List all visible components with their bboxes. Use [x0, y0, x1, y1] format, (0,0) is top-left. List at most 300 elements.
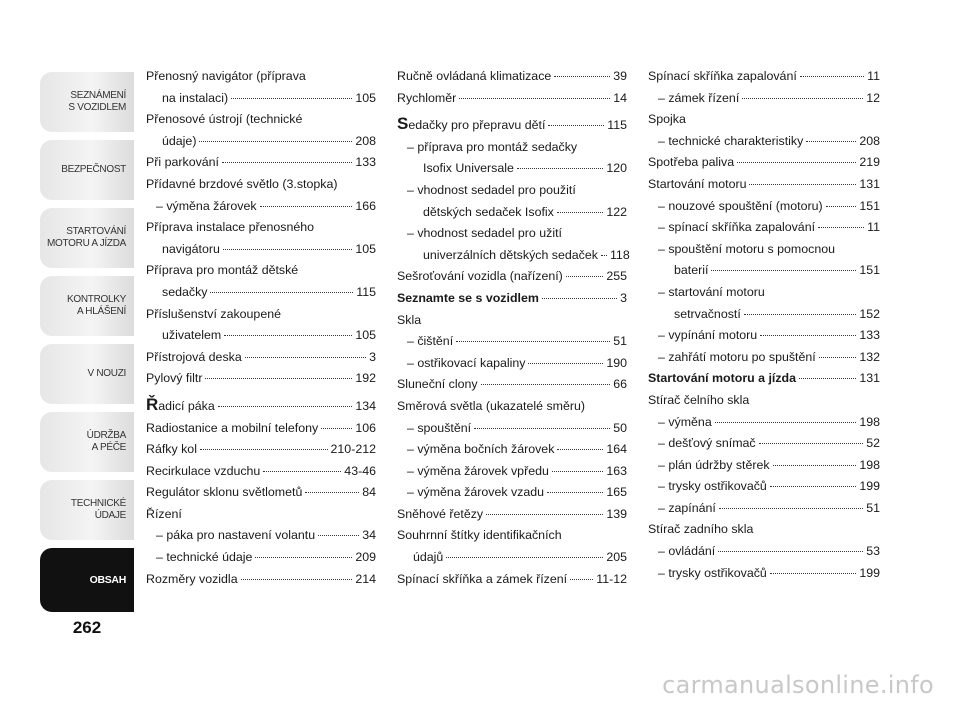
entry-page-number[interactable]: 199 [859, 565, 880, 580]
entry-text: dětských sedaček Isofix [423, 204, 554, 219]
index-entry [648, 519, 880, 541]
dot-leader [711, 270, 856, 271]
entry-label [658, 217, 815, 239]
entry-text: Stírač zadního skla [648, 522, 754, 537]
entry-label [397, 288, 539, 310]
index-entry [146, 504, 376, 526]
entry-text: Směrová světla (ukazatelé směru) [397, 398, 585, 413]
index-entry [146, 217, 376, 239]
dot-leader [718, 551, 863, 552]
entry-label [146, 177, 337, 191]
entry-page-number[interactable]: 165 [606, 485, 627, 500]
dot-leader [486, 514, 603, 515]
entry-page-number[interactable]: 11 [867, 69, 880, 83]
entry-text: univerzálních dětských sedaček [423, 247, 598, 262]
entry-page-number[interactable]: 210-212 [330, 442, 376, 457]
entry-text: Spínací skříňka zapalování [648, 69, 797, 83]
entry-text: – výměna [658, 414, 712, 429]
entry-page-number[interactable]: 151 [859, 263, 880, 278]
entry-text: Seznamte se s vozidlem [397, 290, 539, 305]
dot-leader [737, 162, 856, 163]
index-entry [397, 374, 627, 396]
entry-page-number[interactable]: 219 [859, 155, 880, 170]
entry-text: Rychloměr [397, 90, 457, 105]
entry-text: – páka pro nastavení volantu [156, 528, 316, 543]
index-entry [397, 547, 627, 569]
entry-label [146, 418, 318, 440]
dot-leader [305, 492, 359, 493]
entry-text: – startování motoru [658, 284, 765, 299]
index-entry [397, 569, 627, 591]
entry-label [407, 353, 525, 375]
index-entry [397, 331, 627, 353]
index-entry [146, 482, 376, 504]
entry-label [658, 433, 756, 455]
entry-page-number[interactable]: 205 [606, 550, 627, 565]
entry-page-number[interactable]: 166 [355, 198, 376, 213]
dot-leader [759, 443, 864, 444]
index-entry [648, 368, 880, 390]
entry-page-number[interactable]: 51 [866, 500, 880, 515]
index-entry [146, 66, 376, 88]
entry-page-number[interactable]: 115 [356, 284, 376, 299]
entry-label [407, 183, 576, 197]
entry-label [146, 307, 281, 321]
entry-page-number[interactable]: 133 [859, 328, 880, 343]
entry-page-number[interactable]: 152 [859, 306, 880, 321]
entry-label [397, 569, 567, 591]
entry-label [397, 399, 585, 413]
entry-page-number[interactable]: 12 [866, 90, 880, 105]
entry-text: Souhrnní štítky identifikačních [397, 528, 562, 543]
entry-page-number[interactable]: 198 [859, 457, 880, 472]
dot-leader [818, 227, 864, 228]
entry-label [658, 476, 767, 498]
entry-page-number[interactable]: 34 [362, 528, 376, 543]
entry-text: sedačky [162, 284, 208, 299]
page-number: 262 [72, 618, 102, 637]
dot-leader [744, 314, 857, 315]
entry-label [674, 304, 741, 326]
index-entry [397, 461, 627, 483]
dot-leader [552, 471, 603, 472]
index-entry [146, 396, 376, 418]
index-entry [648, 455, 880, 477]
dot-leader [760, 335, 856, 336]
entry-label [397, 266, 563, 288]
entry-page-number[interactable]: 163 [606, 463, 627, 478]
index-column-1 [146, 66, 376, 590]
dot-leader [557, 212, 603, 213]
entry-text: – vypínání motoru [658, 328, 758, 343]
entry-label [156, 525, 315, 547]
entry-text: – zapínání [658, 500, 716, 515]
entry-text: Příslušenství zakoupené [146, 306, 281, 321]
sidebar-tab-1[interactable]: BEZPEČNOST [40, 140, 134, 200]
entry-page-number[interactable]: 122 [606, 204, 627, 219]
entry-label [407, 331, 453, 353]
entry-text: baterií [674, 263, 709, 278]
section-initial: S [397, 114, 409, 134]
entry-text: – výměna žárovek vpředu [407, 463, 549, 478]
entry-label [648, 112, 686, 126]
entry-label [397, 528, 562, 542]
sidebar-tab-5[interactable]: ÚDRŽBA A PÉČE [40, 412, 134, 472]
entry-page-number[interactable]: 115 [607, 118, 627, 133]
dot-leader [770, 486, 857, 487]
entry-label [423, 245, 598, 267]
entry-page-number[interactable]: 139 [606, 506, 627, 521]
entry-text: Rozměry vozidla [146, 571, 238, 586]
entry-text: – trysky ostřikovačů [658, 479, 767, 494]
entry-text: – výměna bočních žárovek [407, 442, 555, 457]
dot-leader [321, 428, 352, 429]
entry-page-number[interactable]: 131 [859, 176, 880, 191]
entry-page-number[interactable]: 208 [859, 133, 880, 148]
index-entry [648, 260, 880, 282]
index-entry [397, 288, 627, 310]
entry-text: – zámek řízení [658, 90, 740, 105]
entry-label [648, 522, 753, 536]
entry-label [423, 202, 554, 224]
sidebar-tab-4[interactable]: V NOUZI [40, 344, 134, 404]
dot-leader [446, 557, 603, 558]
index-entry [397, 482, 627, 504]
index-entry [648, 563, 880, 585]
entry-page-number[interactable]: 214 [355, 571, 376, 586]
entry-page-number[interactable]: 198 [859, 414, 880, 429]
entry-page-number[interactable]: 50 [613, 420, 627, 435]
entry-label [162, 282, 207, 304]
index-entry [648, 541, 880, 563]
entry-label [397, 115, 545, 137]
entry-text: – technické charakteristiky [658, 133, 804, 148]
entry-label [146, 263, 298, 277]
index-entry [648, 412, 880, 434]
entry-label [146, 69, 306, 83]
entry-text: – ovládání [658, 544, 716, 559]
dot-leader [224, 335, 352, 336]
entry-text: Sněhové řetězy [397, 506, 484, 521]
entry-page-number[interactable]: 151 [859, 198, 880, 213]
entry-page-number[interactable]: 52 [866, 436, 880, 451]
entry-text: Spojka [648, 112, 686, 127]
entry-label [146, 482, 302, 504]
dot-leader [570, 579, 593, 580]
entry-text: uživatelem [162, 328, 222, 343]
entry-label [146, 152, 219, 174]
entry-label [658, 196, 823, 218]
entry-text: – trysky ostřikovačů [658, 565, 767, 580]
dot-leader [245, 357, 366, 358]
entry-page-number[interactable]: 209 [355, 550, 376, 565]
entry-label [648, 393, 749, 407]
entry-text: – zahřátí motoru po spuštění [658, 349, 816, 364]
entry-text: – čištění [407, 334, 454, 349]
entry-page-number[interactable]: 3 [620, 290, 627, 305]
entry-text: Ráfky kol [146, 442, 197, 457]
dot-leader [210, 292, 353, 293]
entry-label [146, 507, 182, 521]
watermark: carmanualsonline.info [662, 671, 934, 699]
entry-page-number[interactable]: 11-12 [596, 571, 627, 586]
entry-page-number[interactable]: 66 [613, 377, 627, 392]
index-entry [648, 282, 880, 304]
index-entry [648, 109, 880, 131]
entry-text: – spouštění [407, 420, 472, 435]
index-entry [648, 66, 880, 88]
index-entry [648, 498, 880, 520]
index-entry [146, 325, 376, 347]
sidebar-tab-0[interactable]: SEZNÁMENÍ S VOZIDLEM [40, 72, 134, 132]
entry-text: Přídavné brzdové světlo (3.stopka) [146, 176, 338, 191]
entry-label [397, 504, 483, 526]
entry-page-number[interactable]: 132 [859, 349, 880, 364]
entry-page-number[interactable]: 3 [369, 349, 376, 364]
entry-label [156, 196, 257, 218]
index-entry [648, 325, 880, 347]
dot-leader [205, 378, 352, 379]
index-entry [397, 353, 627, 375]
index-entry [146, 525, 376, 547]
index-entry [397, 266, 627, 288]
entry-text: edačky pro přepravu dětí [408, 118, 546, 133]
dot-leader [255, 557, 352, 558]
index-entry [648, 239, 880, 261]
dot-leader [800, 76, 864, 77]
entry-page-number[interactable]: 106 [355, 420, 376, 435]
dot-leader [199, 141, 352, 142]
dot-leader [742, 98, 863, 99]
entry-text: navigátoru [162, 241, 220, 256]
entry-text: Sešroťování vozidla (nařízení) [397, 269, 563, 284]
entry-text: Spínací skříňka a zámek řízení [397, 571, 568, 586]
entry-label [413, 547, 443, 569]
index-entry [146, 239, 376, 261]
entry-page-number[interactable]: 118 [609, 247, 630, 262]
index-column-3 [648, 66, 880, 584]
index-entry [146, 282, 376, 304]
entry-text: Stírač čelního skla [648, 392, 750, 407]
entry-page-number[interactable]: 105 [355, 90, 376, 105]
dot-leader [223, 249, 352, 250]
dot-leader [826, 206, 857, 207]
entry-label [658, 541, 715, 563]
entry-text: – nouzové spouštění (motoru) [658, 198, 823, 213]
entry-text: – plán údržby stěrek [658, 457, 770, 472]
entry-label [658, 285, 765, 299]
entry-text: Isofix Universale [423, 161, 514, 176]
entry-text: Spotřeba paliva [648, 155, 735, 170]
dot-leader [806, 141, 856, 142]
index-entry [648, 390, 880, 412]
index-entry [397, 115, 627, 137]
index-entry [397, 202, 627, 224]
entry-text: údaje) [162, 133, 197, 148]
index-entry [146, 439, 376, 461]
index-entry [648, 152, 880, 174]
entry-page-number[interactable]: 120 [606, 161, 627, 176]
index-entry [397, 88, 627, 110]
sidebar-tab-6[interactable]: TECHNICKÉ ÚDAJE [40, 480, 134, 540]
index-entry [648, 88, 880, 110]
index-entry [397, 310, 627, 332]
entry-label [648, 152, 734, 174]
dot-leader [773, 465, 857, 466]
entry-page-number[interactable]: 105 [355, 241, 376, 256]
entry-label [658, 498, 716, 520]
entry-label [146, 569, 238, 591]
index-entry [648, 476, 880, 498]
entry-label [407, 439, 554, 461]
index-entry [397, 158, 627, 180]
entry-text: Recirkulace vzduchu [146, 463, 261, 478]
entry-page-number[interactable]: 84 [362, 485, 376, 500]
index-entry [397, 504, 627, 526]
index-entry [146, 347, 376, 369]
index-entry [648, 347, 880, 369]
sidebar-tab-2[interactable]: STARTOVÁNÍ MOTORU A JÍZDA [40, 208, 134, 268]
index-entry [146, 152, 376, 174]
entry-text: – vhodnost sedadel pro užití [407, 226, 562, 241]
entry-label [658, 347, 816, 369]
entry-text: – technické údaje [156, 550, 253, 565]
dot-leader [474, 428, 610, 429]
dot-leader [799, 378, 856, 379]
entry-page-number[interactable]: 53 [866, 544, 880, 559]
entry-label [407, 461, 549, 483]
entry-label [658, 455, 770, 477]
dot-leader [819, 357, 857, 358]
entry-page-number[interactable]: 208 [355, 133, 376, 148]
entry-label [658, 242, 835, 256]
entry-text: Startování motoru [648, 176, 747, 191]
dot-leader [200, 449, 328, 450]
index-entry [397, 223, 627, 245]
entry-label [407, 140, 577, 154]
index-entry [397, 180, 627, 202]
entry-text: Přístrojová deska [146, 349, 242, 364]
entry-label [397, 66, 551, 88]
entry-page-number[interactable]: 131 [859, 371, 880, 386]
index-entry [146, 260, 376, 282]
entry-text: Příprava pro montáž dětské [146, 263, 299, 278]
entry-text: – výměna žárovek [156, 198, 257, 213]
entry-text: Startování motoru a jízda [648, 371, 797, 386]
entry-page-number[interactable]: 192 [355, 371, 376, 386]
dot-leader [557, 449, 603, 450]
dot-leader [749, 184, 856, 185]
entry-text: údajů [413, 550, 444, 565]
dot-leader [231, 98, 352, 99]
entry-page-number[interactable]: 11 [867, 220, 880, 235]
entry-text: Přenosové ústrojí (technické [146, 112, 303, 127]
entry-label [674, 260, 708, 282]
entry-label [407, 418, 471, 440]
entry-page-number[interactable]: 39 [613, 69, 627, 83]
entry-page-number[interactable]: 255 [606, 269, 627, 284]
index-entry [648, 304, 880, 326]
dot-leader [601, 255, 607, 256]
index-entry [397, 66, 627, 88]
entry-label [648, 174, 746, 196]
entry-label [146, 112, 302, 126]
entry-page-number[interactable]: 164 [606, 442, 627, 457]
entry-label [658, 412, 712, 434]
entry-text: – příprava pro montáž sedačky [407, 139, 578, 154]
index-entry [397, 245, 630, 267]
entry-label [658, 131, 803, 153]
index-entry [648, 131, 880, 153]
entry-page-number[interactable]: 105 [355, 328, 376, 343]
dot-leader [241, 579, 353, 580]
entry-page-number[interactable]: 14 [613, 90, 627, 105]
entry-label [397, 88, 456, 110]
entry-text: na instalaci) [162, 90, 229, 105]
index-column-2 [397, 66, 630, 590]
entry-text: – spínací skříňka zapalování [658, 220, 816, 235]
entry-label [423, 158, 514, 180]
dot-leader [459, 98, 610, 99]
entry-label [162, 239, 220, 261]
entry-label [658, 563, 767, 585]
entry-text: Regulátor sklonu světlometů [146, 485, 303, 500]
dot-leader [517, 168, 603, 169]
index-entry [146, 196, 376, 218]
entry-label [407, 226, 562, 240]
dot-leader [770, 573, 857, 574]
entry-label [658, 88, 739, 110]
dot-leader [528, 363, 603, 364]
index-entry [648, 433, 880, 455]
entry-label [162, 131, 196, 153]
dot-leader [222, 162, 352, 163]
sidebar-tab-3[interactable]: KONTROLKY A HLÁŠENÍ [40, 276, 134, 336]
sidebar-tab-7[interactable]: OBSAH [40, 548, 134, 612]
dot-leader [715, 422, 857, 423]
index-entry [397, 525, 627, 547]
index-entry [146, 418, 376, 440]
entry-text: Řízení [146, 506, 182, 521]
entry-page-number[interactable]: 43-46 [344, 463, 376, 478]
entry-page-number[interactable]: 134 [355, 398, 376, 413]
dot-leader [318, 535, 359, 536]
entry-page-number[interactable]: 199 [859, 479, 880, 494]
entry-text: Sluneční clony [397, 377, 478, 392]
dot-leader [218, 406, 353, 407]
entry-label [146, 347, 242, 369]
index-entry [146, 547, 376, 569]
entry-label [146, 439, 197, 461]
entry-label [397, 374, 478, 396]
entry-page-number[interactable]: 51 [613, 334, 627, 349]
entry-label [146, 396, 215, 418]
entry-label [648, 66, 797, 88]
entry-text: – dešťový snímač [658, 436, 756, 451]
entry-page-number[interactable]: 190 [606, 355, 627, 370]
index-entry [648, 174, 880, 196]
entry-page-number[interactable]: 133 [355, 155, 376, 170]
index-entry [146, 304, 376, 326]
index-entry [146, 368, 376, 390]
section-initial: Ř [146, 394, 159, 414]
dot-leader [548, 125, 604, 126]
dot-leader [554, 76, 610, 77]
chapter-sidebar [40, 72, 134, 620]
dot-leader [566, 276, 604, 277]
entry-label [146, 461, 260, 483]
index-entry [397, 439, 627, 461]
